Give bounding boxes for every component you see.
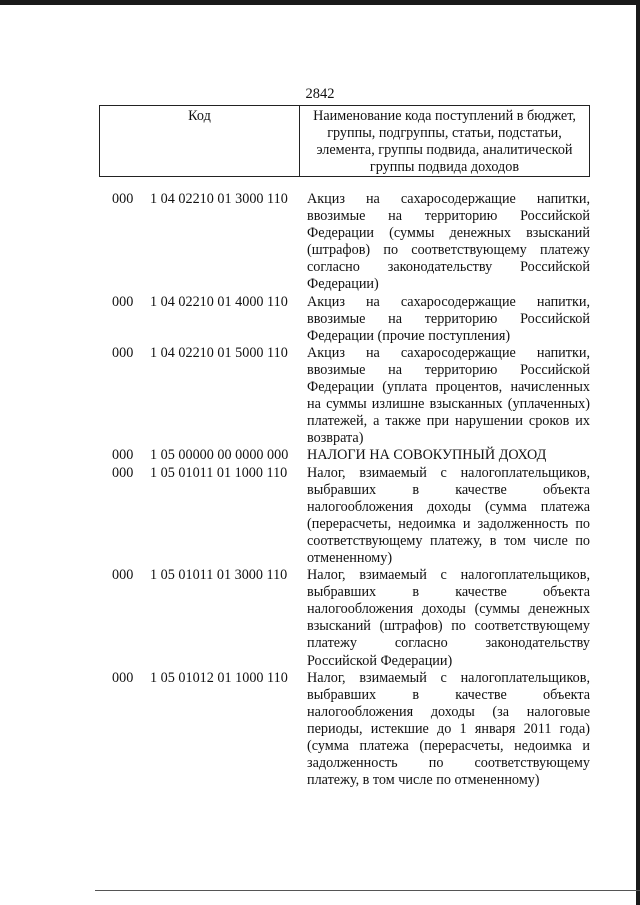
row-admin-code: 000 bbox=[112, 447, 134, 464]
row-description: Налог, взимаемый с налогоплательщиков, выбравших в качестве объекта налогообложения доходы (за налоговые периоды, истекшие до 1 января 2011 года) (сумма платежа (перерасчеты, недоимка и задолженность по соответствующему платежу, в том числе по отмененному) bbox=[307, 669, 590, 789]
row-income-code: 1 05 01011 01 1000 110 bbox=[150, 464, 288, 481]
table-row bbox=[112, 294, 590, 345]
table-row bbox=[112, 191, 590, 294]
row-admin-code: 000 bbox=[112, 191, 134, 207]
row-admin-code: 000 bbox=[112, 344, 134, 361]
row-description: Акциз на сахаросодержащие напитки, ввозимые на территорию Российской Федерации (суммы денежных взысканий (штрафов) по соответствующему платежу согласно законодательству Российской Федерации) bbox=[307, 191, 590, 293]
row-admin-code: 000 bbox=[112, 669, 134, 686]
row-income-code: 1 04 02210 01 5000 110 bbox=[150, 344, 288, 361]
row-income-code: 1 05 01011 01 3000 110 bbox=[150, 567, 288, 584]
page-number: 2842 bbox=[305, 86, 335, 102]
row-income-code: 1 05 01012 01 1000 110 bbox=[150, 669, 288, 686]
table-header-row bbox=[100, 106, 590, 177]
row-description: Акциз на сахаросодержащие напитки, ввозимые на территорию Российской Федерации (прочие поступления) bbox=[307, 293, 590, 344]
row-income-code: 1 04 02210 01 4000 110 bbox=[150, 293, 288, 310]
table-row bbox=[112, 670, 590, 790]
row-income-code: 1 04 02210 01 3000 110 bbox=[150, 191, 288, 207]
header-code-cell: Код bbox=[100, 106, 300, 177]
section-heading: НАЛОГИ НА СОВОКУПНЫЙ ДОХОД bbox=[307, 447, 547, 464]
row-description: Налог, взимаемый с налогоплательщиков, выбравших в качестве объекта налогообложения доходы (сумма платежа (перерасчеты, недоимка и задолженность по соответствующему платежу, в том числе по отмененному) bbox=[307, 464, 590, 566]
row-admin-code: 000 bbox=[112, 567, 134, 584]
scan-edge-top bbox=[0, 0, 640, 5]
table-row bbox=[112, 465, 590, 568]
scan-edge-right bbox=[636, 0, 640, 905]
scan-edge-bottom bbox=[95, 890, 640, 891]
table-body bbox=[112, 191, 590, 789]
header-name-cell: Наименование кода поступлений в бюджет, группы, подгруппы, статьи, подстатьи, элемента, группы подвида, аналитической группы подвида доходов bbox=[300, 106, 590, 177]
table-row-section-heading bbox=[112, 447, 590, 464]
row-admin-code: 000 bbox=[112, 293, 134, 310]
row-admin-code: 000 bbox=[112, 464, 134, 481]
row-description: Налог, взимаемый с налогоплательщиков, выбравших в качестве объекта налогообложения доходы (суммы денежных взысканий (штрафов) по соответствующему платежу согласно законодательству Российской Федерации) bbox=[307, 567, 590, 669]
table-row bbox=[112, 345, 590, 448]
row-description: Акциз на сахаросодержащие напитки, ввозимые на территорию Российской Федерации (уплата процентов, начисленных на суммы излишне взысканных (уплаченных) платежей, а также при нарушении сроков их возврата) bbox=[307, 344, 590, 447]
row-income-code: 1 05 00000 00 0000 000 bbox=[150, 447, 289, 464]
table-row bbox=[112, 567, 590, 670]
table-header bbox=[99, 105, 590, 177]
